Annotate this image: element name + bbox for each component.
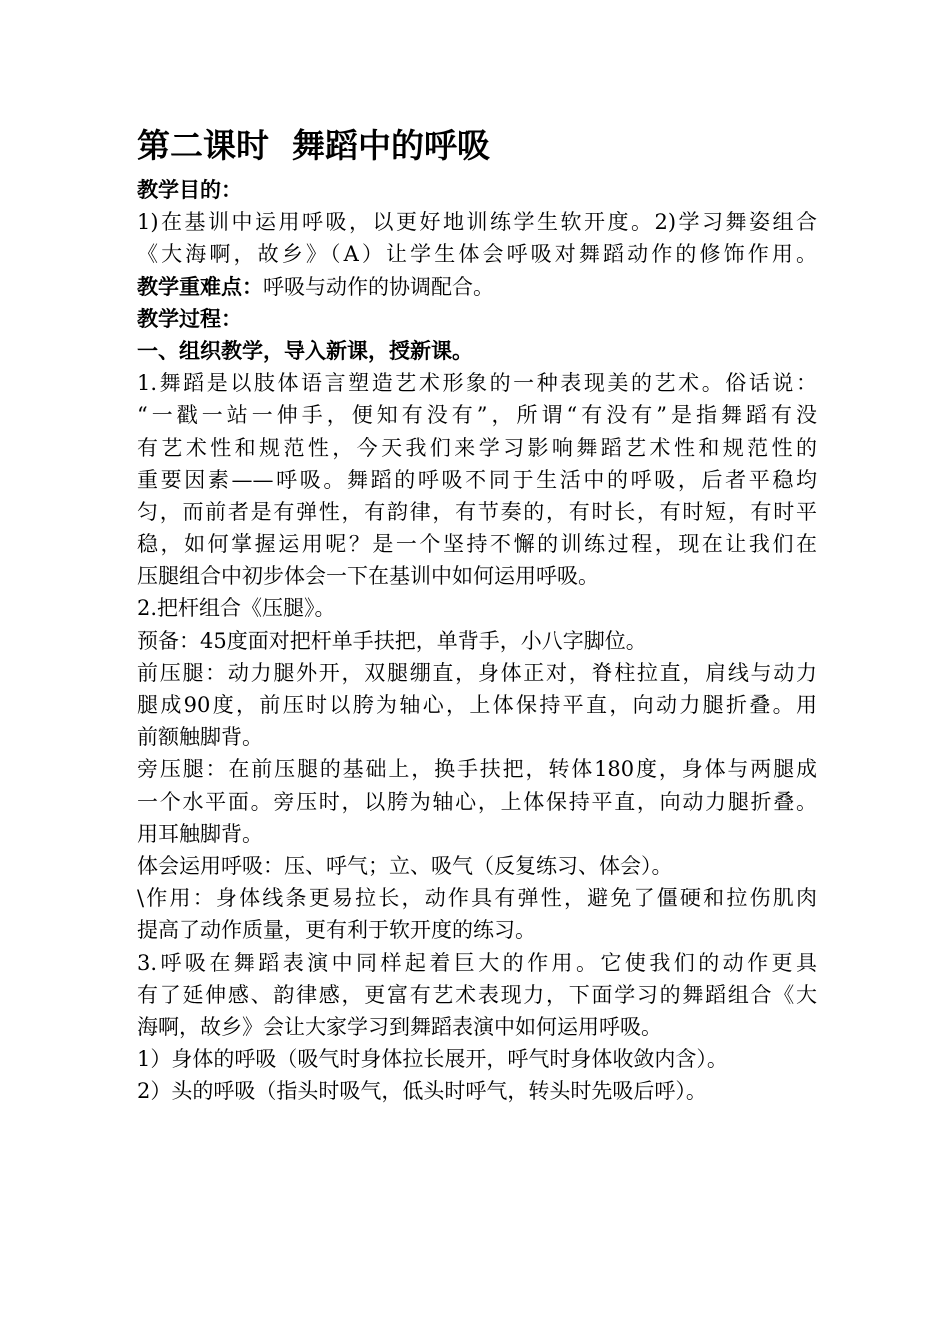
preparation-line: 预备：45度面对把杆单手扶把，单背手，小八字脚位。 <box>137 628 647 653</box>
process-heading: 教学过程： <box>137 306 242 331</box>
key-points-paragraph <box>137 271 817 303</box>
paragraph-1-line-2: “一戳一站一伸手，便知有没有”，所谓“有没有”是指舞蹈有没 <box>137 403 817 428</box>
document-page <box>137 118 817 1107</box>
paragraph-3-line-3: 海啊，故乡》会让大家学习到舞蹈表演中如何运用呼吸。 <box>137 1014 662 1039</box>
breath-usage-line: 体会运用呼吸：压、呼气；立、吸气（反复练习、体会）。 <box>137 853 673 878</box>
effect-line-2: 提高了动作质量，更有利于软开度的练习。 <box>137 918 536 943</box>
front-leg-press-line-3: 前额触脚背。 <box>137 725 263 750</box>
paragraph-2-heading: 2.把杆组合《压腿》。 <box>137 596 336 621</box>
section-1-heading: 一、组织教学，导入新课，授新课。 <box>137 338 473 363</box>
objectives-line-2: 《大海啊，故乡》（A）让学生体会呼吸对舞蹈动作的修饰作用。 <box>137 242 817 267</box>
front-leg-press-line-2: 腿成90度，前压时以胯为轴心，上体保持平直，向动力腿折叠。用 <box>137 693 817 717</box>
front-leg-press-line-1: 前压腿：动力腿外开，双腿绷直，身体正对，脊柱拉直，肩线与动力 <box>137 660 817 685</box>
side-leg-press-line-3: 用耳触脚背。 <box>137 821 263 846</box>
objectives-line-1: 1)在基训中运用呼吸，以更好地训练学生软开度。2)学习舞姿组合 <box>137 210 817 235</box>
lesson-title: 第二课时 舞蹈中的呼吸 <box>137 126 490 165</box>
list-item-1: 1）身体的呼吸（吸气时身体拉长展开，呼气时身体收敛内含）。 <box>137 1047 728 1072</box>
effect-line-1: \作用：身体线条更易拉长，动作具有弹性，避免了僵硬和拉伤肌肉 <box>137 886 817 911</box>
paragraph-1-line-5: 匀，而前者是有弹性，有韵律，有节奏的，有时长，有时短，有时平 <box>137 499 817 524</box>
paragraph-3-line-2: 有了延伸感、韵律感，更富有艺术表现力，下面学习的舞蹈组合《大 <box>137 982 817 1007</box>
objectives-heading: 教学目的： <box>137 178 242 202</box>
paragraph-1-line-1: 1.舞蹈是以肢体语言塑造艺术形象的一种表现美的艺术。俗话说： <box>137 371 817 396</box>
paragraph-1-line-6: 稳，如何掌握运用呢？是一个坚持不懈的训练过程，现在让我们在 <box>137 532 817 557</box>
paragraph-3-line-1: 3.呼吸在舞蹈表演中同样起着巨大的作用。它使我们的动作更具 <box>137 950 817 975</box>
key-points-label: 教学重难点： <box>137 274 263 299</box>
paragraph-1-line-3: 有艺术性和规范性，今天我们来学习影响舞蹈艺术性和规范性的 <box>137 435 817 460</box>
list-item-2: 2）头的呼吸（指头时吸气，低头时呼气，转头时先吸后呼）。 <box>137 1079 707 1104</box>
paragraph-1-line-4: 重要因素——呼吸。舞蹈的呼吸不同于生活中的呼吸，后者平稳均 <box>137 467 817 492</box>
key-points-text: 呼吸与动作的协调配合。 <box>263 274 494 299</box>
side-leg-press-line-1: 旁压腿：在前压腿的基础上，换手扶把，转体180度，身体与两腿成 <box>137 757 817 782</box>
side-leg-press-line-2: 一个水平面。旁压时，以胯为轴心，上体保持平直，向动力腿折叠。 <box>137 789 817 814</box>
paragraph-1-line-7: 压腿组合中初步体会一下在基训中如何运用呼吸。 <box>137 564 599 589</box>
